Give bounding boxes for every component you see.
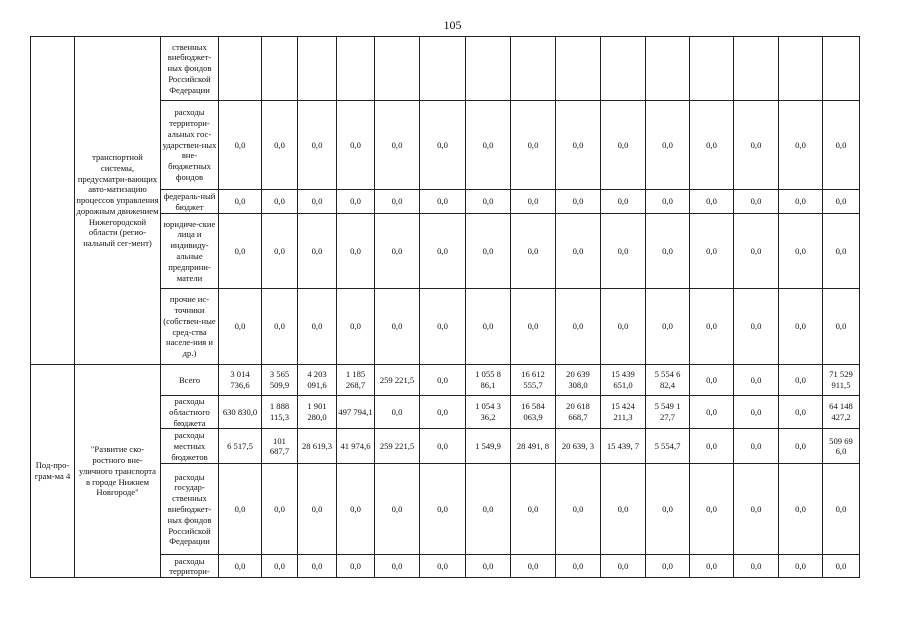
value-cell: [298, 37, 337, 101]
value-cell: 259 221,5: [375, 429, 420, 464]
value-cell: 4 203 091,6: [298, 365, 337, 396]
funding-source-cell: федераль-ный бюджет: [161, 190, 219, 214]
value-cell: 20 639 308,0: [556, 365, 601, 396]
value-cell: 0,0: [779, 289, 823, 365]
value-cell: 0,0: [219, 555, 262, 578]
value-cell: 0,0: [734, 190, 779, 214]
value-cell: 0,0: [262, 289, 298, 365]
funding-source-cell: ственных внебюджет-ных фондов Российской Федерации: [161, 37, 219, 101]
value-cell: 15 439, 7: [601, 429, 646, 464]
page-number: 105: [443, 18, 462, 32]
value-cell: 0,0: [262, 101, 298, 190]
value-cell: [337, 37, 375, 101]
value-cell: 0,0: [734, 101, 779, 190]
value-cell: 0,0: [823, 464, 860, 555]
value-cell: 0,0: [823, 555, 860, 578]
value-cell: 15 424 211,3: [601, 396, 646, 429]
value-cell: [601, 37, 646, 101]
value-cell: 0,0: [375, 214, 420, 289]
value-cell: 0,0: [690, 396, 734, 429]
value-cell: 16 584 063,9: [511, 396, 556, 429]
value-cell: 0,0: [219, 101, 262, 190]
value-cell: 1 549,9: [466, 429, 511, 464]
value-cell: 0,0: [823, 289, 860, 365]
value-cell: 0,0: [511, 464, 556, 555]
value-cell: 0,0: [337, 101, 375, 190]
value-cell: [262, 37, 298, 101]
value-cell: 41 974,6: [337, 429, 375, 464]
value-cell: 0,0: [779, 214, 823, 289]
value-cell: [734, 37, 779, 101]
value-cell: 0,0: [466, 101, 511, 190]
funding-source-cell: Всего: [161, 365, 219, 396]
value-cell: [511, 37, 556, 101]
value-cell: 0,0: [420, 289, 466, 365]
value-cell: 0,0: [690, 214, 734, 289]
value-cell: 5 554,7: [646, 429, 690, 464]
value-cell: 0,0: [375, 190, 420, 214]
value-cell: 0,0: [646, 214, 690, 289]
value-cell: 1 901 280,0: [298, 396, 337, 429]
value-cell: 1 888 115,3: [262, 396, 298, 429]
value-cell: 0,0: [556, 214, 601, 289]
value-cell: 0,0: [779, 555, 823, 578]
value-cell: 0,0: [420, 396, 466, 429]
value-cell: 0,0: [779, 429, 823, 464]
value-cell: 0,0: [690, 365, 734, 396]
value-cell: 0,0: [779, 365, 823, 396]
value-cell: 0,0: [375, 101, 420, 190]
value-cell: 1 185 268,7: [337, 365, 375, 396]
value-cell: 0,0: [511, 555, 556, 578]
value-cell: 0,0: [375, 396, 420, 429]
value-cell: 0,0: [779, 190, 823, 214]
value-cell: 0,0: [556, 464, 601, 555]
value-cell: [375, 37, 420, 101]
value-cell: [219, 37, 262, 101]
value-cell: 0,0: [601, 464, 646, 555]
value-cell: 0,0: [466, 289, 511, 365]
value-cell: 0,0: [375, 555, 420, 578]
value-cell: 0,0: [420, 101, 466, 190]
value-cell: 0,0: [298, 464, 337, 555]
value-cell: 71 529 911,5: [823, 365, 860, 396]
value-cell: 0,0: [420, 555, 466, 578]
funding-source-cell: расходы областного бюджета: [161, 396, 219, 429]
value-cell: 0,0: [601, 190, 646, 214]
value-cell: 5 549 1 27,7: [646, 396, 690, 429]
value-cell: 0,0: [466, 190, 511, 214]
value-cell: 0,0: [337, 555, 375, 578]
value-cell: [779, 37, 823, 101]
value-cell: 0,0: [690, 101, 734, 190]
value-cell: 0,0: [420, 190, 466, 214]
value-cell: 0,0: [337, 190, 375, 214]
value-cell: 15 439 651,0: [601, 365, 646, 396]
value-cell: 497 794,1: [337, 396, 375, 429]
value-cell: 0,0: [646, 464, 690, 555]
value-cell: 16 612 555,7: [511, 365, 556, 396]
value-cell: 0,0: [262, 464, 298, 555]
value-cell: 0,0: [298, 214, 337, 289]
funding-source-cell: расходы местных бюджетов: [161, 429, 219, 464]
value-cell: 0,0: [556, 289, 601, 365]
value-cell: 0,0: [601, 101, 646, 190]
value-cell: [466, 37, 511, 101]
value-cell: 0,0: [420, 214, 466, 289]
value-cell: 0,0: [601, 214, 646, 289]
value-cell: 0,0: [779, 101, 823, 190]
value-cell: 0,0: [337, 289, 375, 365]
value-cell: 0,0: [337, 464, 375, 555]
value-cell: [556, 37, 601, 101]
value-cell: 509 69 6,0: [823, 429, 860, 464]
value-cell: 0,0: [556, 101, 601, 190]
value-cell: 0,0: [511, 101, 556, 190]
value-cell: 6 517,5: [219, 429, 262, 464]
value-cell: 101 687,7: [262, 429, 298, 464]
value-cell: 0,0: [375, 464, 420, 555]
value-cell: 0,0: [219, 190, 262, 214]
value-cell: 0,0: [337, 214, 375, 289]
value-cell: 0,0: [298, 101, 337, 190]
value-cell: 0,0: [298, 190, 337, 214]
value-cell: 0,0: [823, 214, 860, 289]
value-cell: 0,0: [511, 289, 556, 365]
value-cell: 0,0: [690, 429, 734, 464]
value-cell: 0,0: [734, 289, 779, 365]
value-cell: [646, 37, 690, 101]
funding-source-cell: расходы государ-ственных внебюджет-ных фондов Российской Федерации: [161, 464, 219, 555]
value-cell: 0,0: [690, 190, 734, 214]
value-cell: 0,0: [420, 429, 466, 464]
value-cell: 0,0: [420, 464, 466, 555]
value-cell: 0,0: [511, 190, 556, 214]
funding-source-cell: расходы территори-: [161, 555, 219, 578]
value-cell: 0,0: [466, 214, 511, 289]
value-cell: 0,0: [734, 429, 779, 464]
value-cell: 0,0: [646, 555, 690, 578]
subprogram-cell: Под-про-грам-ма 4: [31, 365, 75, 578]
value-cell: 0,0: [601, 289, 646, 365]
value-cell: 0,0: [262, 555, 298, 578]
value-cell: 0,0: [779, 464, 823, 555]
value-cell: 0,0: [646, 190, 690, 214]
value-cell: 0,0: [511, 214, 556, 289]
value-cell: 20 618 668,7: [556, 396, 601, 429]
value-cell: 0,0: [734, 396, 779, 429]
value-cell: 3 565 509,9: [262, 365, 298, 396]
value-cell: 5 554 6 82,4: [646, 365, 690, 396]
value-cell: 0,0: [219, 289, 262, 365]
value-cell: 0,0: [262, 214, 298, 289]
value-cell: 0,0: [298, 289, 337, 365]
value-cell: 630 830,0: [219, 396, 262, 429]
value-cell: 0,0: [779, 396, 823, 429]
value-cell: 1 054 3 36,2: [466, 396, 511, 429]
value-cell: 0,0: [690, 464, 734, 555]
subprogram-cell: [31, 37, 75, 365]
value-cell: 3 014 736,6: [219, 365, 262, 396]
value-cell: 28 491, 8: [511, 429, 556, 464]
value-cell: 0,0: [556, 190, 601, 214]
value-cell: 0,0: [734, 365, 779, 396]
value-cell: 0,0: [646, 289, 690, 365]
value-cell: 0,0: [466, 555, 511, 578]
value-cell: 64 148 427,2: [823, 396, 860, 429]
table-row: [31, 365, 860, 396]
table-row: [31, 37, 860, 101]
value-cell: [690, 37, 734, 101]
value-cell: 0,0: [219, 214, 262, 289]
value-cell: 20 639, 3: [556, 429, 601, 464]
value-cell: 0,0: [262, 190, 298, 214]
measure-name-cell: транспортной системы, предусматри-вающих авто-матизацию процессов управления дорожным движением Нижегородской области (регио-нальный сег-мент): [75, 37, 161, 365]
value-cell: 28 619,3: [298, 429, 337, 464]
value-cell: 0,0: [734, 464, 779, 555]
value-cell: [420, 37, 466, 101]
value-cell: 0,0: [690, 289, 734, 365]
value-cell: 0,0: [466, 464, 511, 555]
budget-table: [30, 36, 860, 578]
value-cell: 0,0: [219, 464, 262, 555]
value-cell: 0,0: [556, 555, 601, 578]
value-cell: 0,0: [646, 101, 690, 190]
value-cell: 0,0: [823, 190, 860, 214]
value-cell: 0,0: [690, 555, 734, 578]
funding-source-cell: юридиче-ские лица и индивиду-альные предприни-матели: [161, 214, 219, 289]
value-cell: 259 221,5: [375, 365, 420, 396]
funding-source-cell: прочие ис-точники (собствен-ные сред-ства населе-ния и др.): [161, 289, 219, 365]
measure-name-cell: "Развитие ско-ростного вне-уличного транспорта в городе Нижнем Новгороде": [75, 365, 161, 578]
value-cell: 0,0: [734, 214, 779, 289]
value-cell: 0,0: [298, 555, 337, 578]
value-cell: 0,0: [375, 289, 420, 365]
funding-source-cell: расходы территори-альных гос-ударствен-ных вне-бюджетных фондов: [161, 101, 219, 190]
value-cell: [823, 37, 860, 101]
value-cell: 0,0: [420, 365, 466, 396]
value-cell: 0,0: [734, 555, 779, 578]
value-cell: 0,0: [823, 101, 860, 190]
value-cell: 1 055 8 86,1: [466, 365, 511, 396]
value-cell: 0,0: [601, 555, 646, 578]
